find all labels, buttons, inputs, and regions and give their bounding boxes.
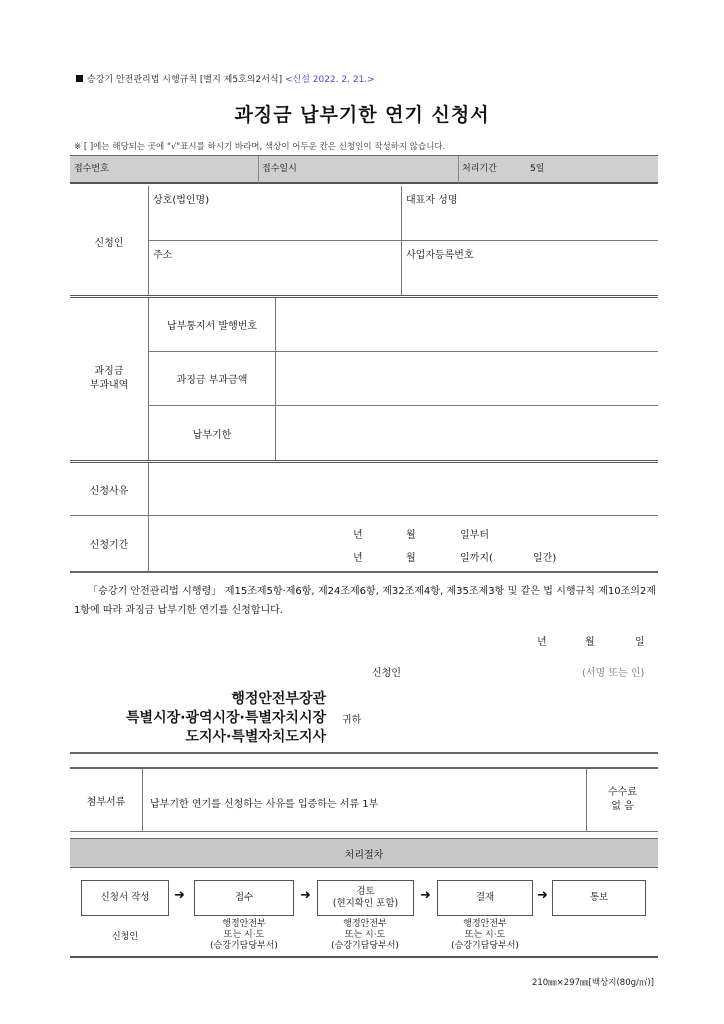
recipient-line3: 도지사·특별자치도지사 xyxy=(185,729,326,745)
period-to-month: 월 xyxy=(406,553,416,564)
period-label: 신청기간 xyxy=(70,516,149,571)
receipt-number-label: 접수번호 xyxy=(74,164,109,174)
notice-number-label: 납부통지서 발행번호 xyxy=(149,298,276,352)
arrow-right-icon: ➜ xyxy=(300,888,311,903)
penalty-label-line1: 과징금 xyxy=(94,366,124,377)
actor-line3: (승강기담당부서) xyxy=(331,941,399,951)
attachments-section xyxy=(70,767,658,832)
deadline-input[interactable] xyxy=(276,406,658,460)
business-number-field[interactable] xyxy=(402,241,658,296)
penalty-section xyxy=(70,298,658,460)
address-field[interactable] xyxy=(149,241,402,296)
step-approval xyxy=(437,880,533,916)
actor-line1: 행정안전부 xyxy=(463,919,507,929)
actor-line3: (승강기담당부서) xyxy=(210,941,278,951)
paper-size: 210㎜×297㎜[백상지(80g/㎡)] xyxy=(531,978,654,988)
form-reference xyxy=(76,72,375,85)
regulation-text: 승강기 안전관리법 시행규칙 [별지 제5호의2서식] xyxy=(87,75,283,85)
representative-field[interactable] xyxy=(402,186,658,241)
notice-number-input[interactable] xyxy=(276,298,658,352)
date-year: 년 xyxy=(537,637,547,648)
step-receipt-actor xyxy=(189,919,299,952)
step-receipt-text: 접수 xyxy=(234,892,254,903)
fee-cell xyxy=(586,769,658,831)
bottom-border xyxy=(70,956,658,958)
recipient-line2: 특별시장·광역시장·특별자치시장 xyxy=(126,710,326,726)
step-receipt xyxy=(194,880,294,916)
penalty-amount-label: 과징금 부과금액 xyxy=(149,352,276,406)
period-input[interactable] xyxy=(149,516,658,571)
step-application-text: 신청서 작성 xyxy=(100,892,150,903)
attachments-content: 납부기한 연기를 신청하는 사유를 입증하는 서류 1부 xyxy=(150,799,379,810)
attachment-top-border xyxy=(70,752,658,754)
step-approval-actor xyxy=(430,919,540,952)
period-from-day: 일부터 xyxy=(460,530,489,541)
processing-period-value: 5일 xyxy=(530,164,545,174)
recipients xyxy=(76,690,326,747)
processing-period-label: 처리기간 xyxy=(462,164,497,174)
recipient-suffix: 귀하 xyxy=(342,715,362,726)
applicant-label: 신청인 xyxy=(70,186,149,296)
signature-label: 신청인 xyxy=(372,668,401,679)
arrow-right-icon: ➜ xyxy=(537,888,548,903)
arrow-right-icon: ➜ xyxy=(420,888,431,903)
step-notification xyxy=(552,880,646,916)
representative-label: 대표자 성명 xyxy=(406,195,458,206)
table-bottom-border xyxy=(70,571,658,573)
period-to-year: 년 xyxy=(353,553,363,564)
company-name-field[interactable] xyxy=(149,186,402,241)
reason-period-section xyxy=(70,463,658,571)
period-days: 일간) xyxy=(533,553,557,564)
page-title: 과징금 납부기한 연기 신청서 xyxy=(234,104,490,126)
address-label: 주소 xyxy=(153,250,173,261)
company-name-label: 상호(법인명) xyxy=(153,195,210,206)
penalty-label-line2: 부과내역 xyxy=(89,380,129,391)
period-to-day: 일까지( xyxy=(460,553,493,564)
penalty-amount-input[interactable] xyxy=(276,352,658,406)
actor-line2: 또는 시·도 xyxy=(223,930,265,940)
actor-line1: 행정안전부 xyxy=(222,919,266,929)
fee-label: 수수료 xyxy=(608,787,637,798)
application-statement: 「승강기 안전관리법 시행령」 제15조제5항·제6항, 제24조제6항, 제32조제4항, 제35조제3항 및 같은 법 시행규칙 제10조의2제1항에 따라 과징금 납부기한 연기를 신청합니다. xyxy=(74,586,656,616)
step-notification-text: 통보 xyxy=(589,892,609,903)
reason-input[interactable] xyxy=(149,463,658,516)
step-review-text: 검토 xyxy=(356,886,375,897)
deadline-label: 납부기한 xyxy=(149,406,276,460)
applicant-section xyxy=(70,186,658,296)
step-application xyxy=(81,880,169,916)
step-review-sub: (현지확인 포함) xyxy=(332,898,399,909)
receipt-bar xyxy=(70,155,658,184)
arrow-right-icon: ➜ xyxy=(174,888,185,903)
actor-line2: 또는 시·도 xyxy=(344,930,386,940)
period-from-month: 월 xyxy=(406,530,416,541)
period-from-year: 년 xyxy=(353,530,363,541)
penalty-label xyxy=(70,298,149,460)
procedure-header: 처리절차 xyxy=(70,838,658,868)
date-day: 일 xyxy=(635,637,645,648)
receipt-date-label: 접수일시 xyxy=(262,164,297,174)
attachments-label: 첨부서류 xyxy=(70,769,143,831)
step-application-actor: 신청인 xyxy=(111,932,139,942)
step-approval-text: 결재 xyxy=(475,892,495,903)
actor-line3: (승강기담당부서) xyxy=(451,941,519,951)
new-notice: <신설 2022. 2. 21.> xyxy=(284,75,375,85)
actor-line2: 또는 시·도 xyxy=(464,930,506,940)
reason-label: 신청사유 xyxy=(70,463,149,516)
recipient-line1: 행정안전부장관 xyxy=(231,691,326,707)
actor-line1: 행정안전부 xyxy=(343,919,387,929)
fee-value: 없 음 xyxy=(611,801,634,812)
step-review xyxy=(317,880,414,916)
step-review-actor xyxy=(310,919,420,952)
signature-hint: (서명 또는 인) xyxy=(582,668,645,679)
business-number-label: 사업자등록번호 xyxy=(406,250,474,261)
instruction-note: ※ [ ]에는 해당되는 곳에 "√"표시를 하시기 바라며, 색상이 어두운 칸은 신청인이 작성하지 않습니다. xyxy=(74,142,446,152)
date-month: 월 xyxy=(585,637,595,648)
square-bullet-icon xyxy=(76,75,83,82)
